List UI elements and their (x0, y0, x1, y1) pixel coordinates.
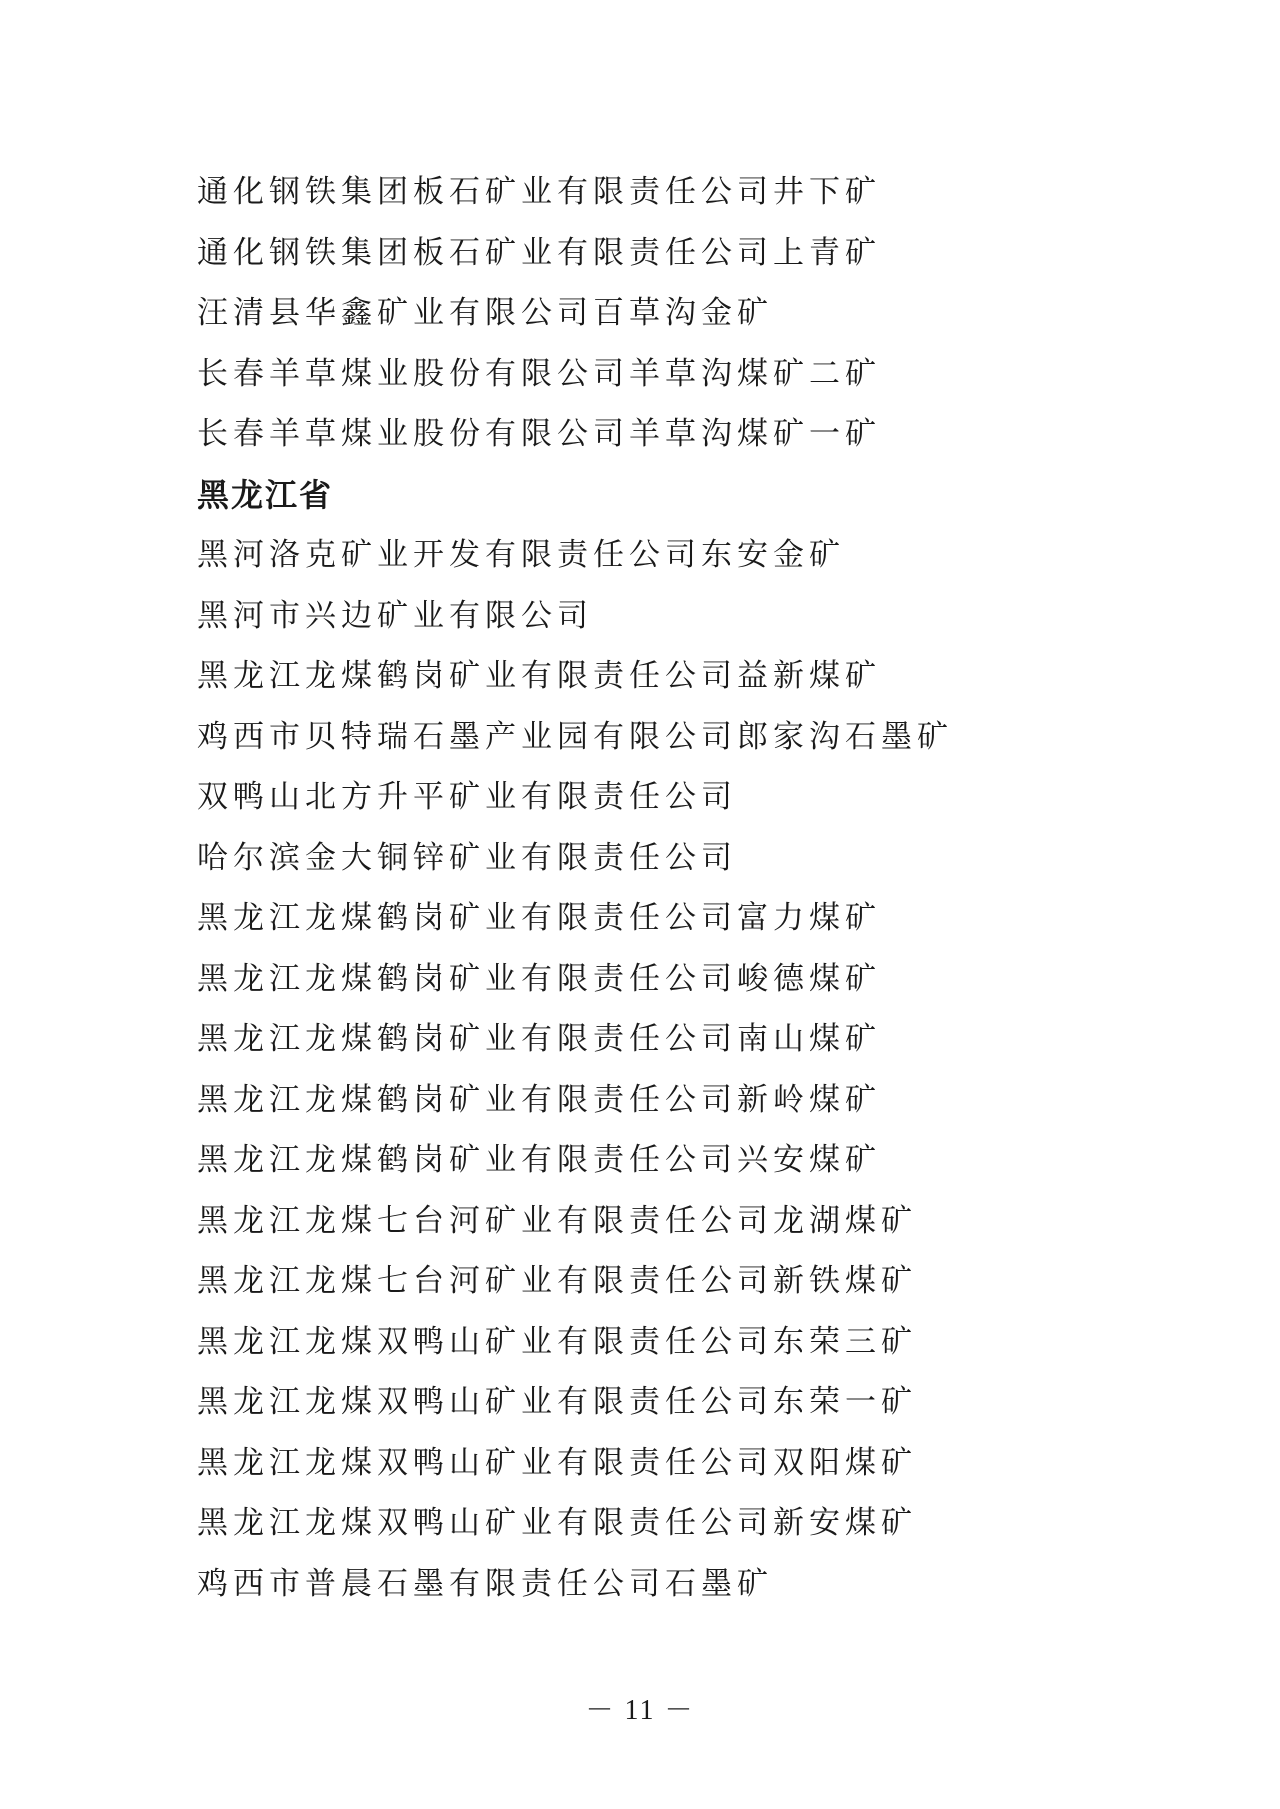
page-number: － 11 － (585, 1695, 695, 1726)
list-item: 黑龙江龙煤双鸭山矿业有限责任公司新安煤矿 (197, 1505, 917, 1541)
list-item: 汪清县华鑫矿业有限公司百草沟金矿 (197, 295, 773, 331)
list-item: 黑龙江龙煤双鸭山矿业有限责任公司东荣三矿 (197, 1323, 917, 1360)
list-item: 长春羊草煤业股份有限公司羊草沟煤矿二矿 (197, 355, 881, 392)
list-item: 双鸭山北方升平矿业有限责任公司 (197, 779, 737, 815)
list-item: 黑龙江龙煤七台河矿业有限责任公司龙湖煤矿 (197, 1202, 917, 1239)
list-item: 哈尔滨金大铜锌矿业有限责任公司 (197, 839, 737, 876)
list-item: 黑河市兴边矿业有限公司 (197, 597, 593, 634)
list-item: 黑龙江龙煤鹤岗矿业有限责任公司南山煤矿 (197, 1021, 881, 1057)
list-item: 黑龙江龙煤鹤岗矿业有限责任公司益新煤矿 (197, 658, 881, 694)
list-item: 鸡西市贝特瑞石墨产业园有限公司郎家沟石墨矿 (197, 718, 953, 755)
list-item: 黑龙江龙煤七台河矿业有限责任公司新铁煤矿 (197, 1263, 917, 1299)
list-item: 黑河洛克矿业开发有限责任公司东安金矿 (197, 537, 845, 573)
list-item: 黑龙江龙煤双鸭山矿业有限责任公司东荣一矿 (197, 1384, 917, 1420)
list-item: 黑龙江龙煤鹤岗矿业有限责任公司富力煤矿 (197, 900, 881, 936)
list-item: 黑龙江龙煤鹤岗矿业有限责任公司峻德煤矿 (197, 960, 881, 997)
list-item: 通化钢铁集团板石矿业有限责任公司井下矿 (197, 174, 881, 210)
list-item: 黑龙江龙煤双鸭山矿业有限责任公司双阳煤矿 (197, 1444, 917, 1481)
province-heading: 黑龙江省 (197, 475, 334, 514)
list-item: 通化钢铁集团板石矿业有限责任公司上青矿 (197, 234, 881, 271)
mine-list (197, 162, 1097, 1614)
list-item: 长春羊草煤业股份有限公司羊草沟煤矿一矿 (197, 416, 881, 452)
list-item: 黑龙江龙煤鹤岗矿业有限责任公司兴安煤矿 (197, 1142, 881, 1178)
list-item: 黑龙江龙煤鹤岗矿业有限责任公司新岭煤矿 (197, 1081, 881, 1118)
list-item: 鸡西市普晨石墨有限责任公司石墨矿 (197, 1565, 773, 1602)
